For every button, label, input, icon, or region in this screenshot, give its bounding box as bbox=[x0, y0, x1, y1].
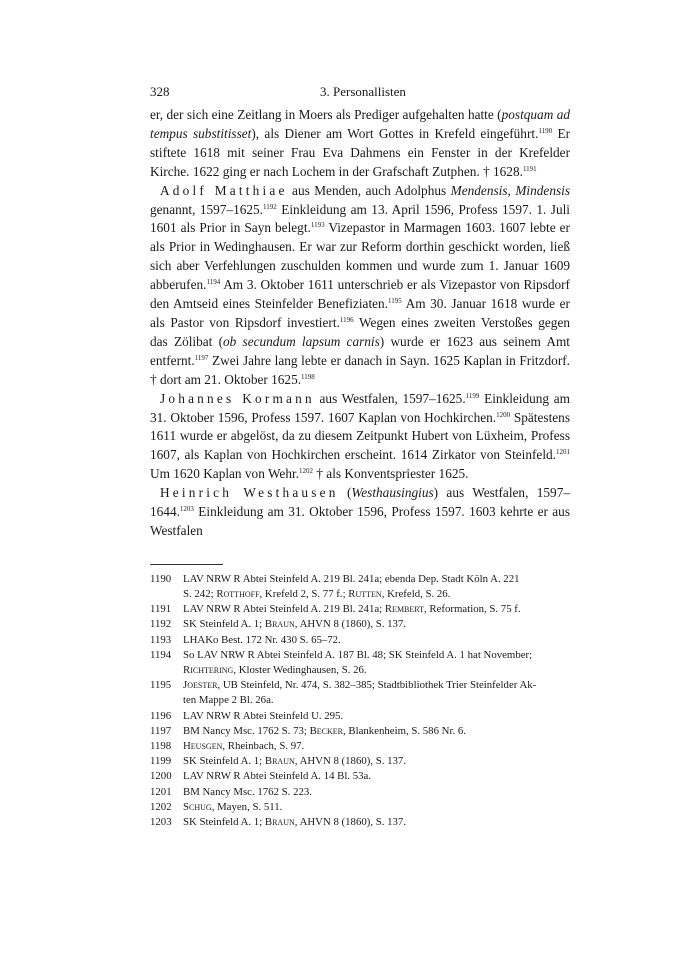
footnote-text: Heusgen, Rheinbach, S. 97. bbox=[183, 740, 305, 753]
footnote-text: LHAKo Best. 172 Nr. 430 S. 65–72. bbox=[183, 633, 341, 646]
footnote-text: Schug, Mayen, S. 511. bbox=[183, 800, 283, 813]
footnote-number: 1194 bbox=[150, 648, 172, 661]
footnote bbox=[150, 800, 570, 815]
footnote bbox=[150, 739, 570, 754]
footnote bbox=[150, 617, 570, 632]
footnote-number: 1190 bbox=[150, 572, 172, 585]
footnote bbox=[150, 572, 570, 602]
footnote bbox=[150, 648, 570, 678]
footnote-text: LAV NRW R Abtei Steinfeld A. 219 Bl. 241a; Rembert, Reformation, S. 75 f. bbox=[183, 603, 521, 616]
page-number: 328 bbox=[150, 84, 170, 99]
footnote bbox=[150, 709, 570, 724]
footnote-text: BM Nancy Msc. 1762 S. 73; Becker, Blankenheim, S. 586 Nr. 6. bbox=[183, 724, 466, 737]
entry-adolf-matthiae: Adolf Matthiae aus Menden, auch Adolphus Mendensis, Mindensis genannt, 1597–1625.$^{1192}$ Einkleidung am 13. April 1596, Profess 1597. 1. Juli 1601 als Prior in Sayn belegt.$^{1193}$ Vizepastor in Marmagen 1603. 1607 lebte er als Prior in Wedinghausen. Er war zur Reform dorthin geschickt worden, ließ sich aber Verfehlungen zuschulden kommen und wurde zum 1. Januar 1609 abberufen.$^{1194}$ Am 3. Oktober 1611 unterschrieb er als Vizepastor von Ripsdorf den Amtseid eines Steinfelder Benefiziaten.$^{1195}$ Am 30. Januar 1618 wurde er als Pastor von Ripsdorf investiert.$^{1196}$ Wegen eines zweiten Verstoßes gegen das Zölibat (ob secundum lapsum carnis) wurde er 1623 aus seinem Amt entfernt.$^{1197}$ Zwei Jahre lang lebte er danach in Sayn. 1625 Kaplan in Fritzdorf. † dort am 21. Oktober 1625.$^{1198}$ bbox=[150, 182, 571, 387]
book-page bbox=[150, 84, 570, 830]
footnote-number: 1201 bbox=[150, 785, 172, 798]
footnote-text: BM Nancy Msc. 1762 S. 223. bbox=[183, 785, 312, 798]
footnote bbox=[150, 633, 570, 648]
footnote-number: 1202 bbox=[150, 800, 172, 813]
entry-heinrich-westhausen: Heinrich Westhausen (Westhausingius) aus Westfalen, 1597–1644.$^{1203}$ Einkleidung am 31. Oktober 1596, Profess 1597. 1603 kehrte er aus Westfalen bbox=[150, 485, 570, 538]
footnote-number: 1191 bbox=[150, 603, 172, 616]
footnotes bbox=[150, 572, 570, 830]
footnote-number: 1193 bbox=[150, 633, 172, 646]
paragraph: er, der sich eine Zeitlang in Moers als Prediger aufgehalten hatte (postquam ad tempus substitisset), als Diener am Wort Gottes in Krefeld eingeführt.$^{1190}$ Er stiftete 1618 mit seiner Frau Eva Dahmens ein Fenster in der Krefelder Kirche. 1622 ging er nach Lochem in der Grafschaft Zutphen. † 1628.$^{1191}$ bbox=[150, 107, 571, 179]
footnote-text: SK Steinfeld A. 1; Braun, AHVN 8 (1860), S. 137. bbox=[183, 618, 407, 631]
footnote-number: 1196 bbox=[150, 709, 172, 722]
footnote-text: SK Steinfeld A. 1; Braun, AHVN 8 (1860), S. 137. bbox=[183, 755, 407, 768]
footnote bbox=[150, 678, 570, 708]
footnote-text: So LAV NRW R Abtei Steinfeld A. 187 Bl. 48; SK Steinfeld A. 1 hat November; Richtering, Kloster Wedinghausen, S. 26. bbox=[183, 648, 533, 677]
footnote-text: LAV NRW R Abtei Steinfeld A. 14 Bl. 53a. bbox=[183, 770, 372, 783]
footnote bbox=[150, 724, 570, 739]
footnote bbox=[150, 815, 570, 830]
footnote bbox=[150, 769, 570, 784]
footnote bbox=[150, 754, 570, 769]
footnote-text: Joester, UB Steinfeld, Nr. 474, S. 382–385; Stadtbibliothek Trier Steinfelder Ak- ten Mappe 2 Bl. 26a. bbox=[183, 679, 537, 707]
footnote-number: 1199 bbox=[150, 755, 172, 768]
footnote-number: 1203 bbox=[150, 816, 172, 829]
footnote-number: 1200 bbox=[150, 770, 172, 783]
running-title: 3. Personallisten bbox=[320, 84, 406, 99]
entry-johannes-kormann: Johannes Kormann aus Westfalen, 1597–1625.$^{1199}$ Einkleidung am 31. Oktober 1596, Profess 1597. 1607 Kaplan von Hochkirchen.$^{1200}$ Spätestens 1611 wurde er abgelöst, da zu diesem Zeitpunkt Hubert von Lüxheim, Profess 1607, als Kaplan von Hochkirchen erscheint. 1614 Zirkator von Steinfeld.$^{1201}$ Um 1620 Kaplan von Wehr.$^{1202}$ † als Konventspriester 1625. bbox=[150, 390, 570, 482]
footnote-text: LAV NRW R Abtei Steinfeld A. 219 Bl. 241a; ebenda Dep. Stadt Köln A. 221 S. 242; Rotthoff, Krefeld 2, S. 77 f.; Rutten, Krefeld, S. 26. bbox=[183, 572, 520, 601]
body-text bbox=[150, 106, 570, 541]
footnote-text: LAV NRW R Abtei Steinfeld U. 295. bbox=[183, 709, 344, 722]
footnote-rule bbox=[150, 564, 223, 565]
footnote-number: 1197 bbox=[150, 724, 172, 737]
running-header bbox=[150, 84, 570, 106]
footnote-text: SK Steinfeld A. 1; Braun, AHVN 8 (1860), S. 137. bbox=[183, 816, 407, 829]
footnote-number: 1198 bbox=[150, 740, 172, 753]
footnote bbox=[150, 785, 570, 800]
footnote-number: 1195 bbox=[150, 679, 172, 692]
footnote-number: 1192 bbox=[150, 618, 172, 631]
footnote bbox=[150, 602, 570, 617]
